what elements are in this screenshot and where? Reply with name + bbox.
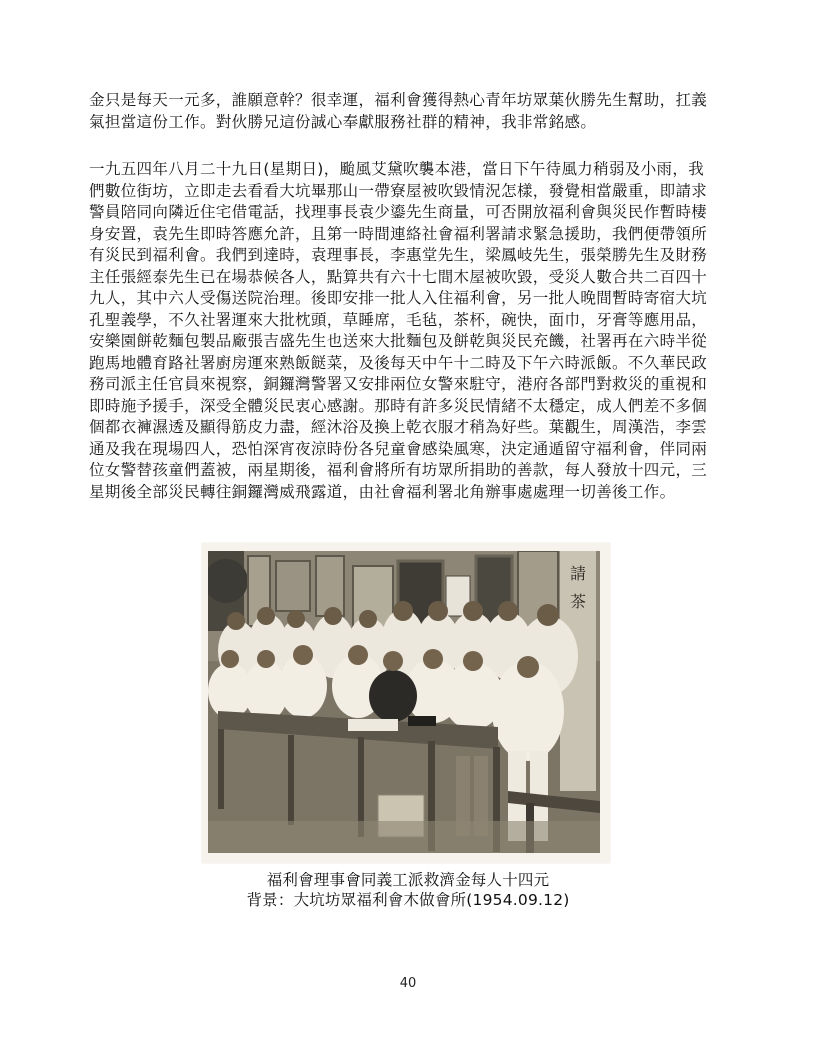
group-photo (208, 551, 600, 853)
svg-text:茶: 茶 (570, 592, 587, 611)
text-line: 主任張經泰先生已在場恭候各人，點算共有六十七間木屋被吹毀，受災人數合共二百四十 (89, 267, 708, 286)
text-line: 身安置，袁先生即時答應允許，且第一時間連絡社會福利署請求緊急援助，我們便帶領所 (89, 224, 708, 243)
text-line: 個都衣褲濕透及顯得筋皮力盡，經沐浴及換上乾衣服才稍為好些。葉觀生，周漢浩，李雲 (89, 418, 708, 436)
text-line: 九人，其中六人受傷送院治理。後即安排一批人入住福利會，另一批人晚間暫時寄宿大坑 (89, 289, 708, 307)
text-line: 務司派主任官員來視察，銅鑼灣警署又安排兩位女警來駐守，港府各部門對救災的重視和 (89, 375, 708, 393)
text-line: 有災民到福利會。我們到達時，袁理事長，李惠堂先生，梁鳳岐先生，張榮勝先生及財務 (89, 246, 708, 264)
page-number: 40 (399, 976, 417, 991)
text-line: 金只是每天一元多，誰願意幹？很幸運，福利會獲得熱心青年坊眾葉伙勝先生幫助，扛義 (89, 91, 708, 109)
svg-text:請: 請 (570, 564, 587, 583)
text-line: 星期後全部災民轉往銅鑼灣威飛露道，由社會福利署北角辦事處處理一切善後工作。 (89, 482, 676, 501)
photo-caption-line-2: 背景：大坑坊眾福利會木做會所(1954.09.12) (246, 891, 570, 909)
text-line: 安樂園餅乾麵包製品廠張吉盛先生也送來大批麵包及餅乾與災民充饑，社署再在六時半從 (89, 332, 708, 350)
text-line: 氣担當這份工作。對伙勝兄這份誠心奉獻服務社群的精神，我非常銘感。 (89, 112, 597, 131)
paragraph-2 (89, 159, 739, 503)
text-line: 孔聖義學，不久社署運來大批枕頭，草睡席，毛毡，茶杯，碗快，面巾，牙膏等應用品， (89, 310, 708, 329)
text-line: 跑馬地體育路社署廚房運來熟飯餸菜，及後每天中午十二時及下午六時派飯。不久華民政 (89, 353, 708, 372)
text-line: 通及我在現場四人，恐怕深宵夜涼時份各兒童會感染風寒，決定通遁留守福利會，伴同兩 (89, 439, 708, 458)
text-line: 們數位街坊，立即走去看看大坑畢那山一帶寮屋被吹毀情況怎樣，發覺相當嚴重，即請求 (89, 181, 708, 200)
text-line: 警員陪同向隣近住宅借電話，找理事長袁少鎏先生商量，可否開放福利會與災民作暫時棲 (89, 203, 708, 221)
paragraph-1 (89, 90, 739, 133)
text-line: 位女警替孩童們蓋被，兩星期後，福利會將所有坊眾所捐助的善款，每人發放十四元，三 (89, 461, 708, 479)
text-line: 一九五四年八月二十九日(星期日)，颱風艾黛吹襲本港，當日下午待風力稍弱及小雨，我 (89, 160, 705, 178)
photo-frame (202, 543, 610, 863)
photo-caption-line-1: 福利會理事會同義工派救濟金每人十四元 (266, 871, 550, 889)
text-line: 即時施予援手，深受全體災民衷心感謝。那時有許多災民情緒不太穩定，成人們差不多個 (89, 396, 708, 415)
